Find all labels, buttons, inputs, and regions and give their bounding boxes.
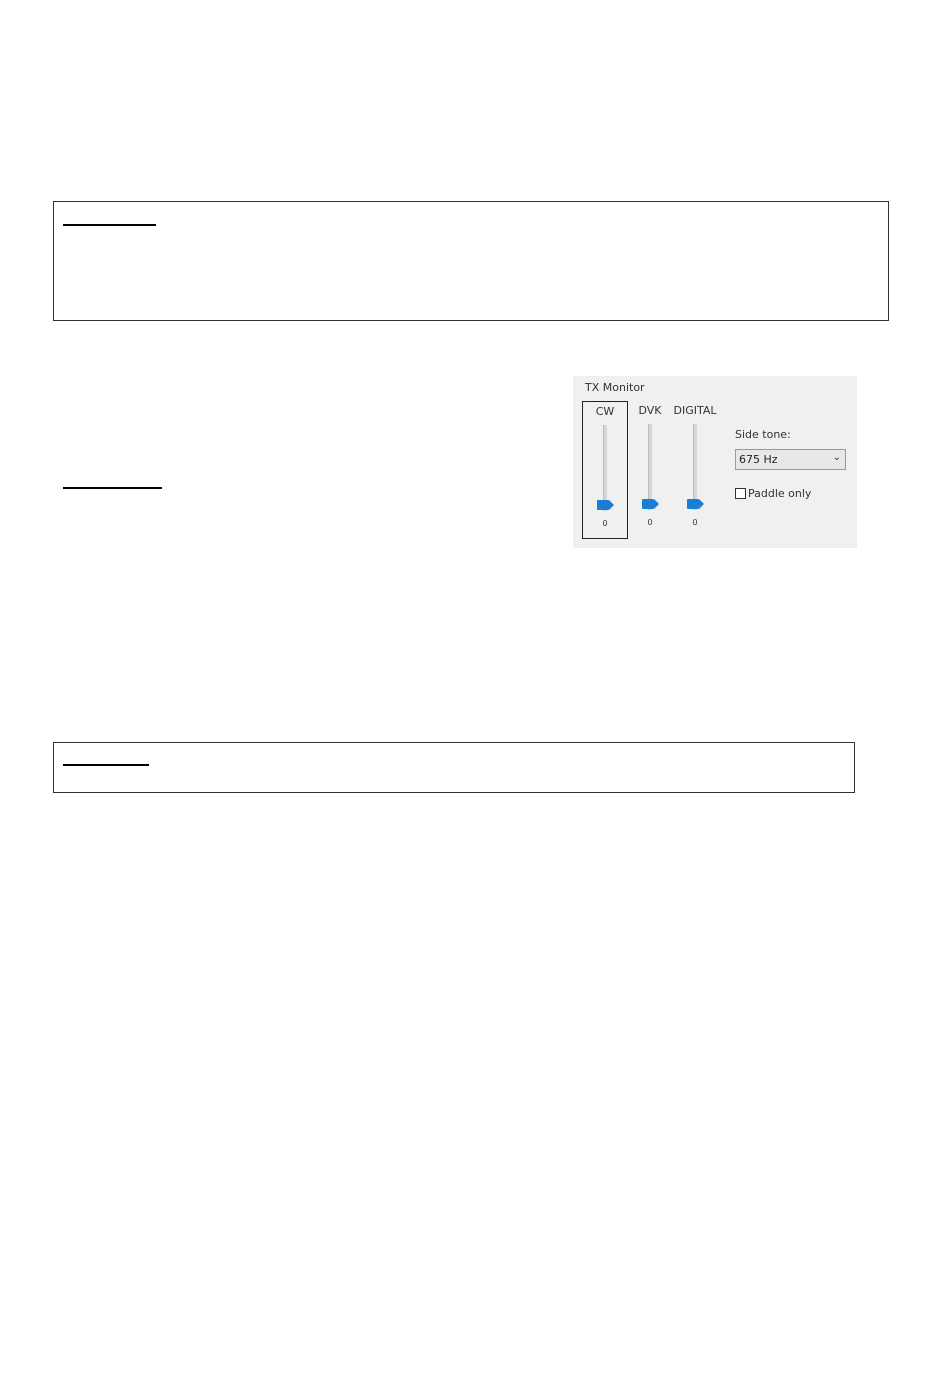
slider-label: CW [595, 405, 615, 418]
heading-underline [63, 764, 149, 766]
slider-value: 0 [647, 518, 653, 527]
paddle-only-checkbox[interactable] [735, 487, 811, 500]
slider-track[interactable] [603, 425, 607, 511]
slider-label: DIGITAL [673, 404, 717, 417]
chevron-down-icon[interactable]: ⌄ [832, 452, 841, 463]
sidetone-value: 675 Hz [739, 453, 778, 466]
paddle-only-label: Paddle only [748, 487, 812, 500]
tx-monitor-panel [573, 376, 857, 548]
sidetone-label: Side tone: [735, 428, 791, 441]
sidetone-select[interactable] [735, 449, 846, 470]
heading-underline [63, 224, 156, 226]
digital-slider[interactable] [672, 401, 718, 539]
dvk-slider[interactable] [627, 401, 673, 539]
slider-value: 0 [692, 518, 698, 527]
slider-track[interactable] [648, 424, 652, 510]
cw-slider[interactable] [582, 401, 628, 539]
note-box-bottom [53, 742, 855, 793]
slider-label: DVK [638, 404, 662, 417]
slider-track[interactable] [693, 424, 697, 510]
slider-value: 0 [602, 519, 608, 528]
heading-underline [63, 487, 162, 489]
note-box-top [53, 201, 889, 321]
panel-title: TX Monitor [585, 381, 645, 394]
checkbox-icon[interactable] [735, 488, 746, 499]
